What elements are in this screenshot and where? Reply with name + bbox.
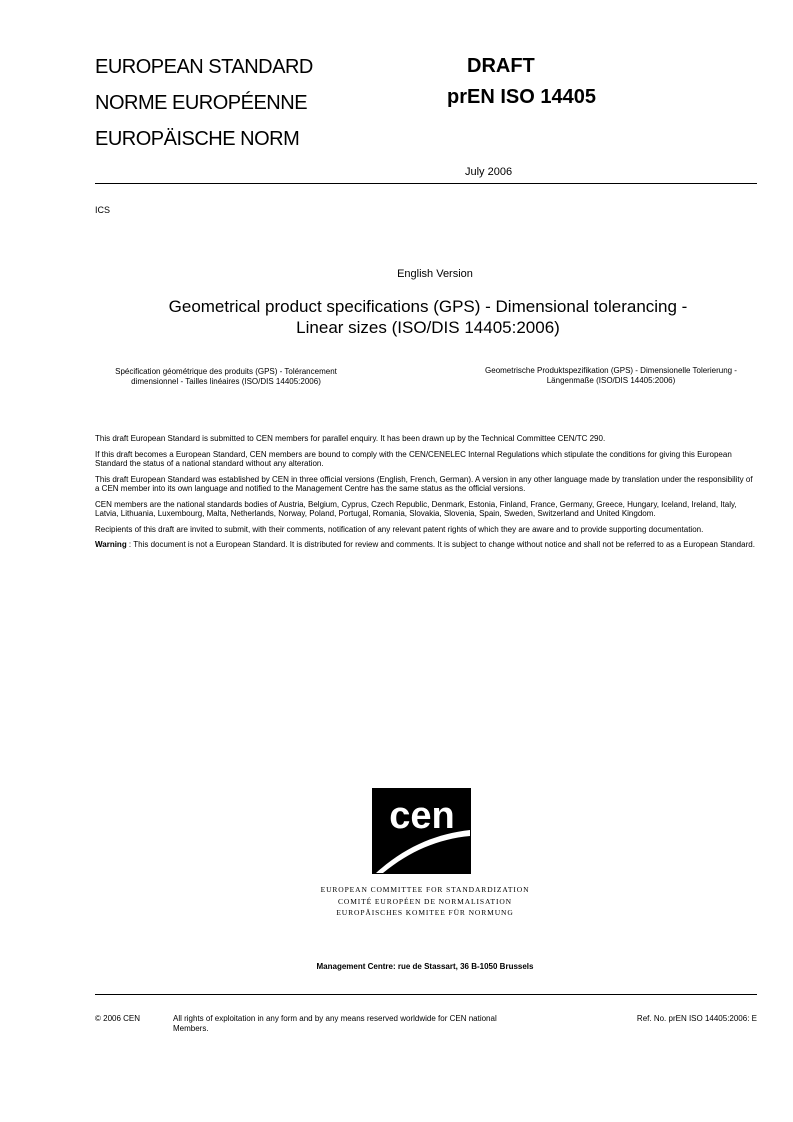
rights-notice: All rights of exploitation in any form and by any means reserved worldwide for CEN national Members.: [173, 1014, 497, 1033]
committee-name-en: EUROPEAN COMMITTEE FOR STANDARDIZATION: [320, 885, 530, 894]
publication-date: July 2006: [465, 166, 513, 178]
standard-title-en: EUROPEAN STANDARD: [95, 56, 313, 78]
standard-number: prEN ISO 14405: [447, 86, 596, 108]
notice-paragraph: If this draft becomes a European Standard, CEN members are bound to comply with the CEN/CENELEC Internal Regulations which stipulate the conditions for giving this European Standard the status of a national standard without any alteration.: [95, 449, 732, 468]
title-german: Geometrische Produktspezifikation (GPS) - Dimensionelle Tolerierung - Längenmaße (ISO/DIS 14405:2006): [485, 366, 737, 385]
document-title: Geometrical product specifications (GPS) - Dimensional tolerancing - Linear sizes (ISO/DIS 14405:2006): [168, 297, 688, 337]
warning-text: : This document is not a European Standard. It is distributed for review and comments. It is subject to change without notice and shall not be referred to as a European Standard.: [126, 540, 755, 549]
reference-number: Ref. No. prEN ISO 14405:2006: E: [636, 1014, 757, 1023]
standard-title-fr: NORME EUROPÉENNE: [95, 92, 308, 114]
footer-rule: [95, 994, 757, 995]
notice-paragraph: This draft European Standard is submitted to CEN members for parallel enquiry. It has been drawn up by the Technical Committee CEN/TC 290.: [95, 434, 606, 443]
notice-paragraph: This draft European Standard was established by CEN in three official versions (English, French, German). A version in any other language made by translation under the responsibility of a CEN member into its own language and notified to the Management Centre has the same status as the official versions.: [95, 474, 753, 493]
language-version: English Version: [397, 268, 473, 280]
copyright: © 2006 CEN: [95, 1014, 141, 1023]
committee-name-fr: COMITÉ EUROPÉEN DE NORMALISATION: [337, 896, 512, 906]
warning-paragraph: [95, 540, 757, 550]
committee-names: [200, 884, 650, 919]
management-centre: Management Centre: rue de Stassart, 36 B-1050 Brussels: [316, 962, 534, 971]
ics-label: ICS: [95, 205, 111, 215]
title-french: Spécification géométrique des produits (GPS) - Tolérancement dimensionnel - Tailles linéaires (ISO/DIS 14405:2006): [115, 367, 337, 386]
draft-label: DRAFT: [467, 55, 535, 77]
notice-paragraph: CEN members are the national standards bodies of Austria, Belgium, Cyprus, Czech Republic, Denmark, Estonia, Finland, France, Germany, Greece, Hungary, Iceland, Ireland, Italy, Latvia, Lithuania, Luxembourg, Malta, Netherlands, Norway, Poland, Portugal, Romania, Slovakia, Slovenia, Spain, Sweden, Switzerland and United Kingdom.: [95, 499, 737, 518]
header-rule: [95, 183, 757, 184]
logo-text: cen: [389, 795, 455, 837]
cen-logo: [372, 788, 471, 874]
notice-text: [95, 434, 757, 556]
warning-label: Warning: [95, 540, 127, 549]
notice-paragraph: Recipients of this draft are invited to submit, with their comments, notification of any relevant patent rights of which they are aware and to provide supporting documentation.: [95, 524, 704, 534]
standard-title-de: EUROPÄISCHE NORM: [95, 128, 300, 150]
committee-name-de: EUROPÄISCHES KOMITEE FÜR NORMUNG: [336, 908, 514, 917]
